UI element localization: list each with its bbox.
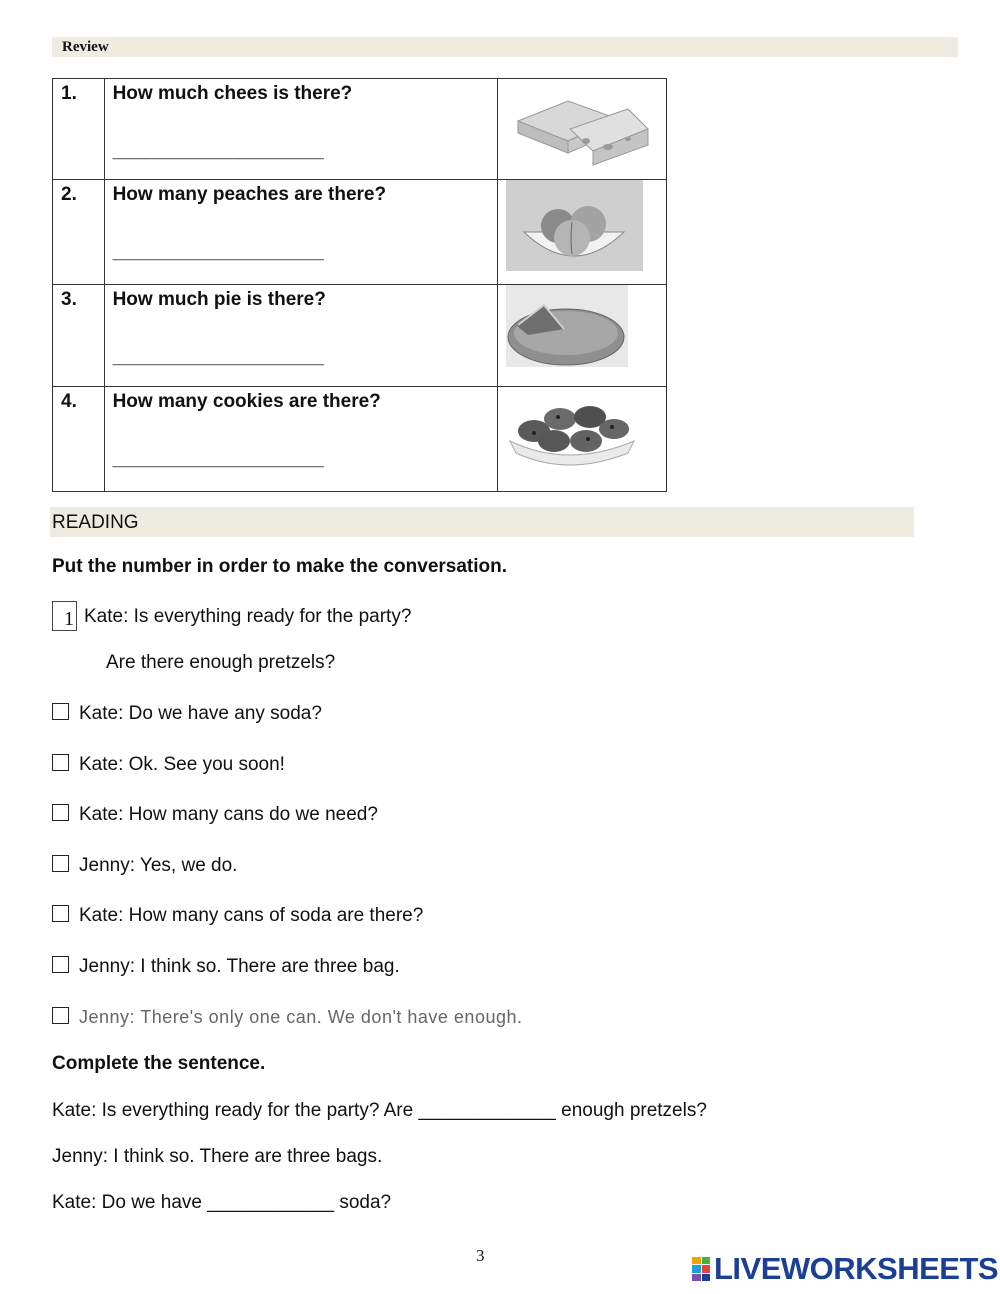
reading-instruction: Put the number in order to make the conversation. — [52, 556, 508, 577]
dialogue-item — [52, 754, 285, 776]
answer-blank[interactable]: ____________________ — [112, 449, 324, 470]
reading-title: READING — [52, 512, 139, 533]
dialogue-text: Kate: Do we have any soda? — [79, 703, 322, 724]
dialogue-text: Jenny: There's only one can. We don't have enough. — [79, 1007, 523, 1027]
logo-blocks-icon — [692, 1257, 710, 1281]
question-number: 4. — [53, 387, 105, 492]
dialogue-item — [52, 1007, 523, 1029]
complete-line-1 — [52, 1100, 707, 1122]
order-checkbox[interactable] — [52, 703, 69, 720]
first-dialogue-line: Kate: Is everything ready for the party? — [84, 606, 412, 627]
dialogue-item — [52, 855, 237, 877]
first-dialogue-line-cont: Are there enough pretzels? — [106, 652, 336, 673]
order-checkbox[interactable] — [52, 855, 69, 872]
complete-line-3 — [52, 1192, 391, 1214]
question-cell — [104, 79, 497, 180]
dialogue-item — [52, 703, 322, 725]
sentence-text: soda? — [339, 1192, 392, 1213]
order-checkbox[interactable] — [52, 804, 69, 821]
dialogue-item — [52, 905, 423, 927]
question-cell — [104, 387, 497, 492]
sentence-text: Kate: Is everything ready for the party? Are — [52, 1100, 414, 1121]
answer-blank[interactable]: ____________ — [207, 1192, 335, 1213]
liveworksheets-logo — [692, 1251, 999, 1286]
dialogue-item — [52, 956, 400, 978]
order-checkbox[interactable] — [52, 1007, 69, 1024]
table-row — [53, 79, 667, 180]
answer-blank[interactable]: _____________ — [418, 1100, 556, 1121]
question-text: How much pie is there? — [112, 289, 326, 310]
order-number-box: 1 — [52, 601, 77, 631]
question-number: 2. — [53, 180, 105, 285]
dialogue-item — [52, 804, 378, 826]
order-checkbox[interactable] — [52, 956, 69, 973]
questions-table — [52, 78, 667, 492]
complete-instruction: Complete the sentence. — [52, 1053, 266, 1074]
sentence-text: enough pretzels? — [561, 1100, 707, 1121]
pie-image — [497, 285, 666, 387]
question-text: How much chees is there? — [112, 83, 353, 104]
question-cell — [104, 285, 497, 387]
cookies-image — [497, 387, 666, 492]
reading-header-bar — [50, 507, 914, 537]
dialogue-text: Kate: How many cans do we need? — [79, 804, 378, 825]
dialogue-text: Jenny: Yes, we do. — [79, 855, 238, 876]
question-number: 3. — [53, 285, 105, 387]
dialogue-text: Kate: How many cans of soda are there? — [79, 905, 424, 926]
answer-blank[interactable]: ____________________ — [112, 347, 324, 368]
table-row — [53, 285, 667, 387]
order-checkbox[interactable] — [52, 754, 69, 771]
answer-blank[interactable]: ____________________ — [112, 242, 324, 263]
review-header-bar — [52, 37, 958, 57]
complete-line-2: Jenny: I think so. There are three bags. — [52, 1146, 383, 1167]
table-row — [53, 387, 667, 492]
order-checkbox[interactable] — [52, 905, 69, 922]
question-number: 1. — [53, 79, 105, 180]
question-text: How many cookies are there? — [112, 391, 381, 412]
cheese-image — [497, 79, 666, 180]
peaches-image — [497, 180, 666, 285]
dialogue-text: Kate: Ok. See you soon! — [79, 754, 285, 775]
sentence-text: Kate: Do we have — [52, 1192, 202, 1213]
question-cell — [104, 180, 497, 285]
logo-wordmark: LIVEWORKSHEETS — [714, 1251, 999, 1286]
review-title: Review — [62, 39, 109, 55]
table-row — [53, 180, 667, 285]
page-number: 3 — [476, 1246, 485, 1265]
question-text: How many peaches are there? — [112, 184, 387, 205]
answer-blank[interactable]: ____________________ — [112, 141, 324, 162]
dialogue-text: Jenny: I think so. There are three bag. — [79, 956, 400, 977]
